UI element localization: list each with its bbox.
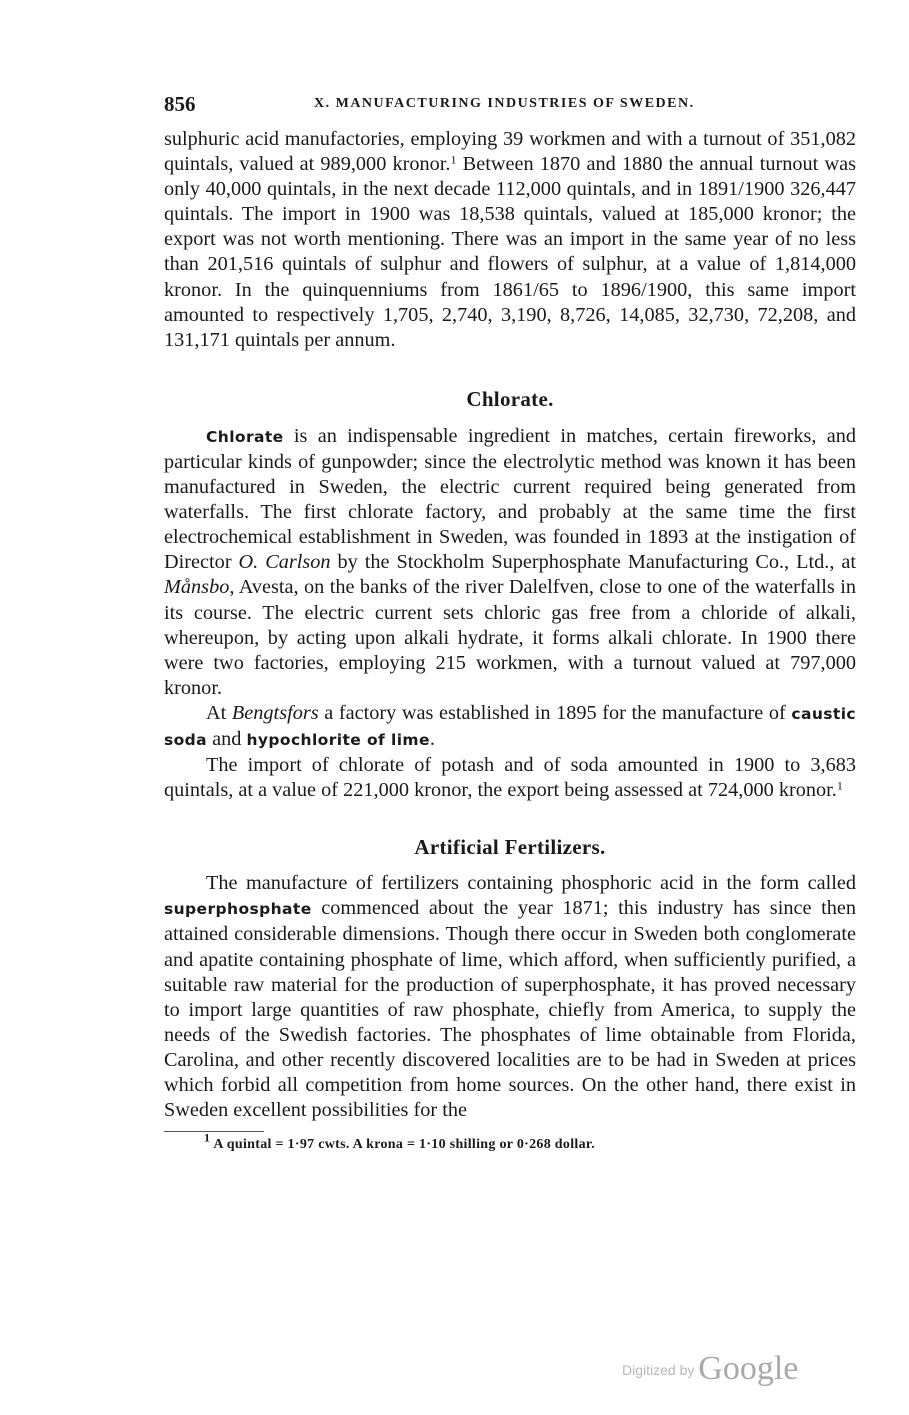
place-name-bengtsfors: Bengtsfors [231,701,319,724]
chlorate-p1-text-a: is an indispensable ingredient in matches, certain fireworks, and particular kinds of gunpowder; since the electrolytic method was known it has been manufactured in Sweden, the electric current required being generated from waterfalls. The first chlorate factory, and probably at the same time the first electrochemical establishment in Sweden, was founded in 1893 at the instigation of Director [164,424,856,574]
footnote-ref: 1 [450,152,457,167]
place-name-mansbo: Månsbo [164,576,230,599]
chlorate-p3-text: The import of chlorate of potash and of soda amounted in 1900 to 3,683 quintals, at a value of 221,000 kronor, the export being assessed at 724,000 kronor. [164,754,856,802]
footnote [204,1130,856,1153]
chlorate-p1-text-b: by the Stockholm Superphosphate Manufacturing Co., Ltd., at [330,551,856,574]
intro-text-b: Between 1870 and 1880 the annual turnout was only 40,000 quintals, in the next decade 112,000 quintals, and in 1891/1900 326,447 quintals. The import in 1900 was 18,538 quintals, valued at 185,000 kronor; the export was not worth mentioning. There was an import in the same year of no less than 201,516 quintals of sulphur and flowers of sulphur, at a value of 1,814,000 kronor. In the quinquenniums from 1861/65 to 1896/1900, this same import amounted to respectively 1,705, 2,740, 3,190, 8,726, 14,085, 32,730, 72,208, and 131,171 quintals per annum. [164,153,856,351]
chlorate-p2-text-b: a factory was established in 1895 for the manufacture of [318,701,792,724]
google-logo: Google [698,1350,799,1387]
running-head [164,92,856,120]
footnote-divider [164,1131,264,1132]
chlorate-paragraph-2 [164,701,856,753]
footnote-marker: 1 [204,1130,211,1145]
watermark-prefix: Digitized by [622,1362,699,1378]
term-caustic-soda: caustic soda [164,704,856,749]
page-number: 856 [164,92,196,116]
section-heading-chlorate: Chlorate. [466,386,554,411]
fertilizers-text-a: The manufacture of fertilizers containing phosphoric acid in the form called [206,872,856,895]
chlorate-p1-text-c: , Avesta, on the banks of the river Dalelfven, close to one of the waterfalls in its course. The electric current sets chloric gas free from a chloride of alkali, whereupon, by acting upon alkali hydrate, it forms alkali chlorate. In 1900 there were two factories, employing 215 workmen, with a turnout valued at 797,000 kronor. [164,576,856,699]
person-name: O. Carlson [238,551,331,574]
fertilizers-text-b: commenced about the year 1871; this industry has since then attained considerable dimensions. Though there occur in Sweden both conglomerate and apatite containing phosphate of lime, which afford, when sufficiently purified, a suitable raw material for the production of superphosphate, it has proved necessary to import large quantities of raw phosphate, chiefly from America, to supply the needs of the Swedish factories. The phosphates of lime obtainable from Florida, Carolina, and other recently discovered localities are to be had in Sweden at prices which forbid all competition from home sources. On the other hand, there exist in Sweden excellent possibilities for the [164,897,856,1122]
section-heading-fertilizers: Artificial Fertilizers. [414,835,606,860]
chlorate-p2-text-d: . [429,727,435,750]
chlorate-paragraph-3 [164,753,856,803]
running-title: X. MANUFACTURING INDUSTRIES OF SWEDEN. [314,96,695,111]
chlorate-p2-text-a: At [206,701,232,724]
fertilizers-paragraph-1 [164,871,856,1123]
intro-text-a: sulphuric acid manufactories, employing 39 workmen and with a turnout of 351,082 quintals, valued at 989,000 kronor. [164,128,856,176]
term-hypochlorite: hypochlorite of lime [246,730,430,749]
footnote-text: A quintal = 1·97 cwts. A krona = 1·10 shilling or 0·268 dollar. [210,1137,595,1153]
digitization-watermark [622,1350,798,1388]
book-page [164,92,856,1153]
chlorate-paragraph-1 [164,424,856,701]
term-superphosphate: superphosphate [164,900,312,919]
intro-paragraph [164,127,856,353]
term-chlorate: Chlorate [206,427,284,446]
chlorate-p2-text-c: and [207,727,247,750]
footnote-ref: 1 [836,778,843,793]
